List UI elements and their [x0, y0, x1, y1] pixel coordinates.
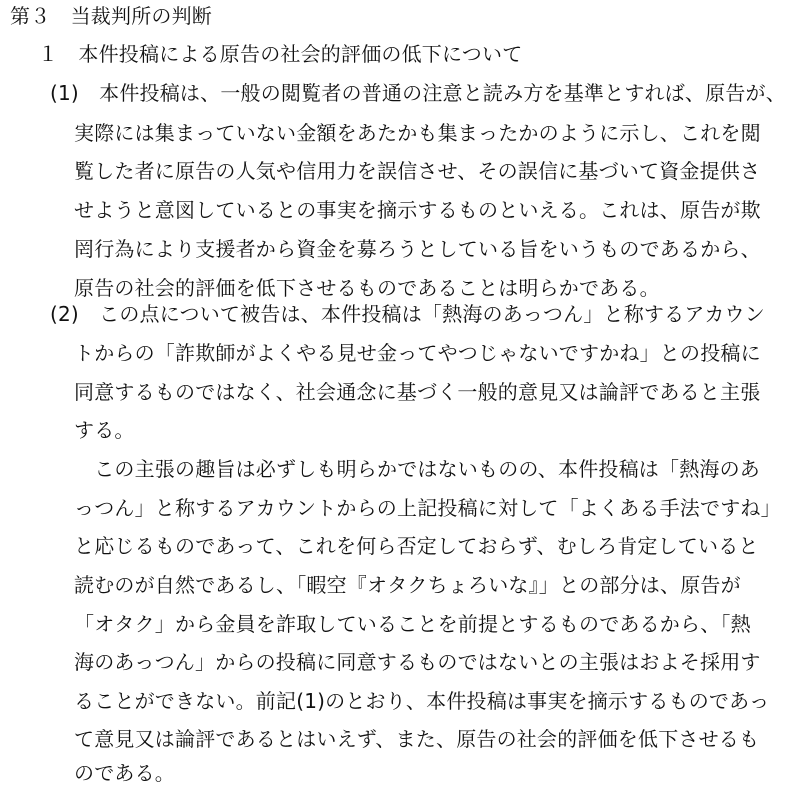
section-heading: 第３ 当裁判所の判断	[10, 4, 212, 28]
paragraph-2-line-2: トからの「詐欺師がよくやる見せ金ってやつじゃないですかね」との投稿に	[74, 341, 761, 365]
paragraph-3-line-3: と応じるものであって、これを何ら否定しておらず、むしろ肯定していると	[74, 534, 759, 558]
paragraph-3-line-2: っつん」と称するアカウントからの上記投稿に対して「よくある手法ですね」	[74, 496, 781, 520]
subsection-heading: １ 本件投稿による原告の社会的評価の低下について	[38, 42, 523, 66]
paragraph-3-line-6: 海のあっつん」からの投稿に同意するものではないとの主張はおよそ採用す	[74, 650, 761, 674]
paragraph-1-line-1: (1) 本件投稿は、一般の閲覧者の普通の注意と読み方を基準とすれば、原告が、	[50, 81, 786, 105]
paragraph-1-line-3: 覧した者に原告の人気や信用力を誤信させ、その誤信に基づいて資金提供さ	[74, 159, 761, 183]
paragraph-3-line-8: て意見又は論評であるとはいえず、また、原告の社会的評価を低下させるも	[74, 727, 760, 751]
paragraph-3-line-7: ることができない。前記(1)のとおり、本件投稿は事実を摘示するものであっ	[74, 689, 770, 713]
paragraph-3-line-5: 「オタク」から金員を詐取していることを前提とするものであるから、「熱	[74, 612, 751, 636]
paragraph-2-line-1: (2) この点について被告は、本件投稿は「熱海のあっつん」と称するアカウン	[50, 302, 765, 326]
paragraph-1-line-6: 原告の社会的評価を低下させるものであることは明らかである。	[74, 276, 660, 300]
paragraph-3-line-1: この主張の趣旨は必ずしも明らかではないものの、本件投稿は「熱海のあ	[74, 457, 760, 481]
paragraph-2-line-3: 同意するものではなく、社会通念に基づく一般的意見又は論評であると主張	[74, 380, 761, 404]
paragraph-1-line-2: 実際には集まっていない金額をあたかも集まったかのように示し、これを閲	[74, 121, 761, 145]
paragraph-1-line-5: 罔行為により支援者から資金を募ろうとしている旨をいうものであるから、	[74, 237, 761, 261]
paragraph-2-line-4: する。	[74, 418, 135, 442]
paragraph-3-line-4: 読むのが自然であるし、「暇空『オタクちょろいな』」との部分は、原告が	[74, 573, 741, 597]
paragraph-1-line-4: せようと意図しているとの事実を摘示するものといえる。これは、原告が欺	[74, 198, 761, 222]
paragraph-3-line-9: のである。	[74, 761, 175, 785]
